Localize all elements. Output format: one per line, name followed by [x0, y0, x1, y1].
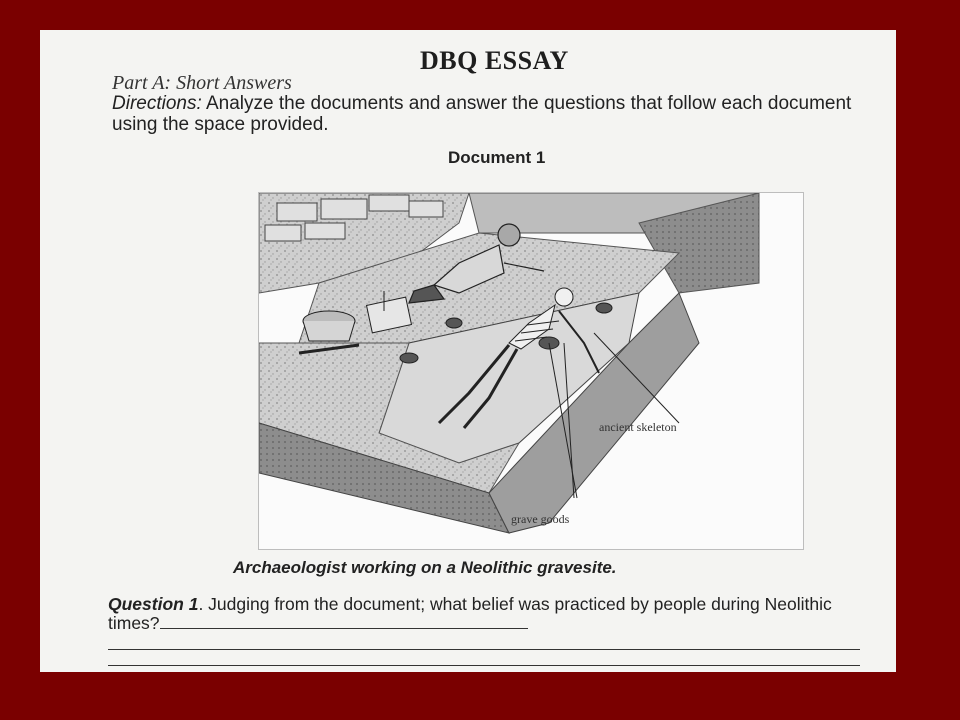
question-label: Question 1 — [108, 594, 199, 614]
worksheet-page — [40, 30, 896, 672]
question-text: . Judging from the document; what belief was practiced by people during Neolithic times? — [108, 594, 832, 633]
question-1 — [108, 595, 868, 633]
ancient-skeleton-label: ancient skeleton — [599, 420, 677, 434]
grave-goods-label: grave goods — [511, 512, 570, 526]
answer-line-1[interactable] — [108, 649, 860, 650]
document-heading: Document 1 — [448, 148, 546, 167]
directions-text: Analyze the documents and answer the questions that follow each document using the space provided. — [112, 93, 852, 135]
figure-caption: Archaeologist working on a Neolithic gravesite. — [233, 558, 617, 577]
directions-label: Directions: — [112, 93, 202, 114]
gravesite-illustration — [258, 192, 804, 550]
answer-blank-inline[interactable] — [160, 614, 528, 629]
directions — [112, 93, 852, 135]
answer-line-2[interactable] — [108, 665, 860, 666]
part-heading: Part A: Short Answers — [112, 72, 292, 94]
page-title: DBQ ESSAY — [420, 46, 569, 75]
excavation-drawing — [259, 193, 803, 549]
